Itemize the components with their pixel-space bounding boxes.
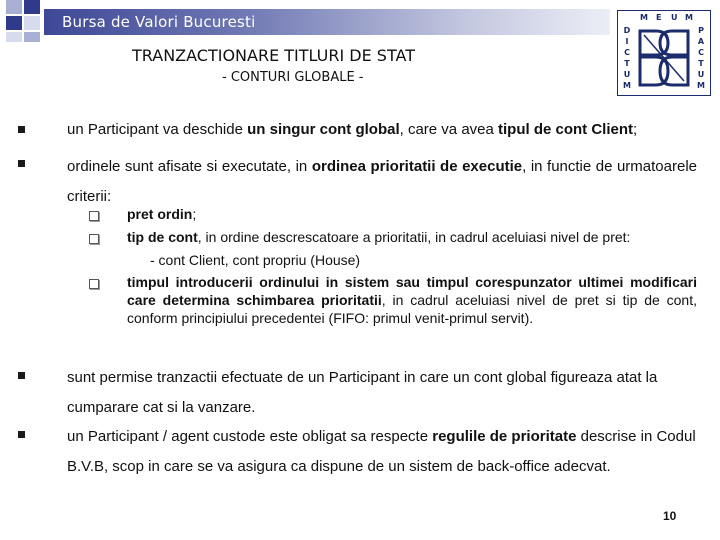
bullet-marker xyxy=(18,160,25,167)
logo-letter: C xyxy=(624,48,630,57)
logo-letter: A xyxy=(697,37,705,46)
bullet-text xyxy=(67,422,697,482)
logo-letter: D xyxy=(623,26,631,35)
logo-letter: U xyxy=(697,70,705,79)
logo-letter: C xyxy=(698,48,704,57)
logo-letter: E xyxy=(656,13,662,22)
text-run: , in cadrul aceluiasi nivel de pret si tip de cont, conform principiului precedentei (FIFO: primul venit-primul servit). xyxy=(127,292,697,326)
sub-bullet-text xyxy=(127,228,707,246)
sub-bullet-marker xyxy=(89,279,99,289)
text-run: ; xyxy=(633,121,638,138)
page-number: 10 xyxy=(663,509,677,523)
text-run: un Participant / agent custode este obligat sa respecte xyxy=(67,428,433,445)
logo-letter: U xyxy=(671,13,678,22)
logo-letter: I xyxy=(625,37,629,46)
sub-bullet-marker xyxy=(89,211,99,221)
decor-square xyxy=(6,32,22,42)
sub-bullet-text xyxy=(127,273,697,327)
sub-bullet-text xyxy=(127,205,702,223)
logo-letter: M xyxy=(685,13,693,22)
logo-letter: M xyxy=(623,81,631,90)
decor-square xyxy=(24,16,40,30)
decor-square xyxy=(6,0,22,14)
logo-letter: M xyxy=(640,13,648,22)
text-run: , care va avea xyxy=(399,121,499,138)
text-run-bold: regulile de prioritate xyxy=(432,428,577,445)
text-run: descrise in Codul B.V.B, scop in care se va asigura ca dispune de un sistem de back-office adecvat. xyxy=(67,428,696,475)
text-run-bold: pret ordin xyxy=(127,206,193,222)
text-run-bold: un singur cont global xyxy=(247,121,400,138)
page-subtitle: - CONTURI GLOBALE - xyxy=(222,70,364,85)
text-run: , in ordine descrescatoare a prioritatii, in cadrul aceluiasi nivel de pret: xyxy=(197,229,631,245)
text-run: ; xyxy=(192,206,197,222)
logo-letter: T xyxy=(624,59,630,68)
logo-letter: T xyxy=(698,59,704,68)
text-run: ordinele sunt afisate si executate, in xyxy=(67,158,312,175)
decor-square xyxy=(6,16,22,30)
bullet-text: sunt permise tranzactii efectuate de un Participant in care un cont global figureaza atat la cumparare cat si la vanzare. xyxy=(67,369,658,416)
logo-left-letters xyxy=(620,25,634,91)
sub-bullet-marker xyxy=(89,234,99,244)
bullet-marker xyxy=(18,126,25,133)
text-run-bold: tipul de cont Client xyxy=(498,121,634,138)
text-run: , in functie de urmatoarele criterii: xyxy=(67,158,697,205)
text-run: un Participant va deschide xyxy=(67,121,248,138)
logo-right-letters xyxy=(694,25,708,91)
bullet-marker xyxy=(18,431,25,438)
bullet-marker xyxy=(18,372,25,379)
logo-letter: P xyxy=(698,26,704,35)
text-run-bold: tip de cont xyxy=(127,229,198,245)
logo-letter: U xyxy=(623,70,631,79)
bvb-logo xyxy=(617,10,711,96)
text-run-bold: ordinea prioritatii de executie xyxy=(311,158,523,175)
bullet-text xyxy=(67,152,697,212)
decor-square xyxy=(24,0,40,14)
institution-name: Bursa de Valori Bucuresti xyxy=(62,13,256,31)
logo-emblem-icon xyxy=(636,27,692,89)
decor-square xyxy=(24,32,40,42)
bullet-text xyxy=(67,119,707,141)
sub-bullet-continuation: - cont Client, cont propriu (House) xyxy=(150,252,361,268)
text-run-bold: timpul introducerii ordinului in sistem sau timpul corespunzator ultimei modificari care determina schimbarea prioritatii xyxy=(127,274,697,308)
page-title: TRANZACTIONARE TITLURI DE STAT xyxy=(132,46,415,65)
logo-letter: M xyxy=(697,81,705,90)
